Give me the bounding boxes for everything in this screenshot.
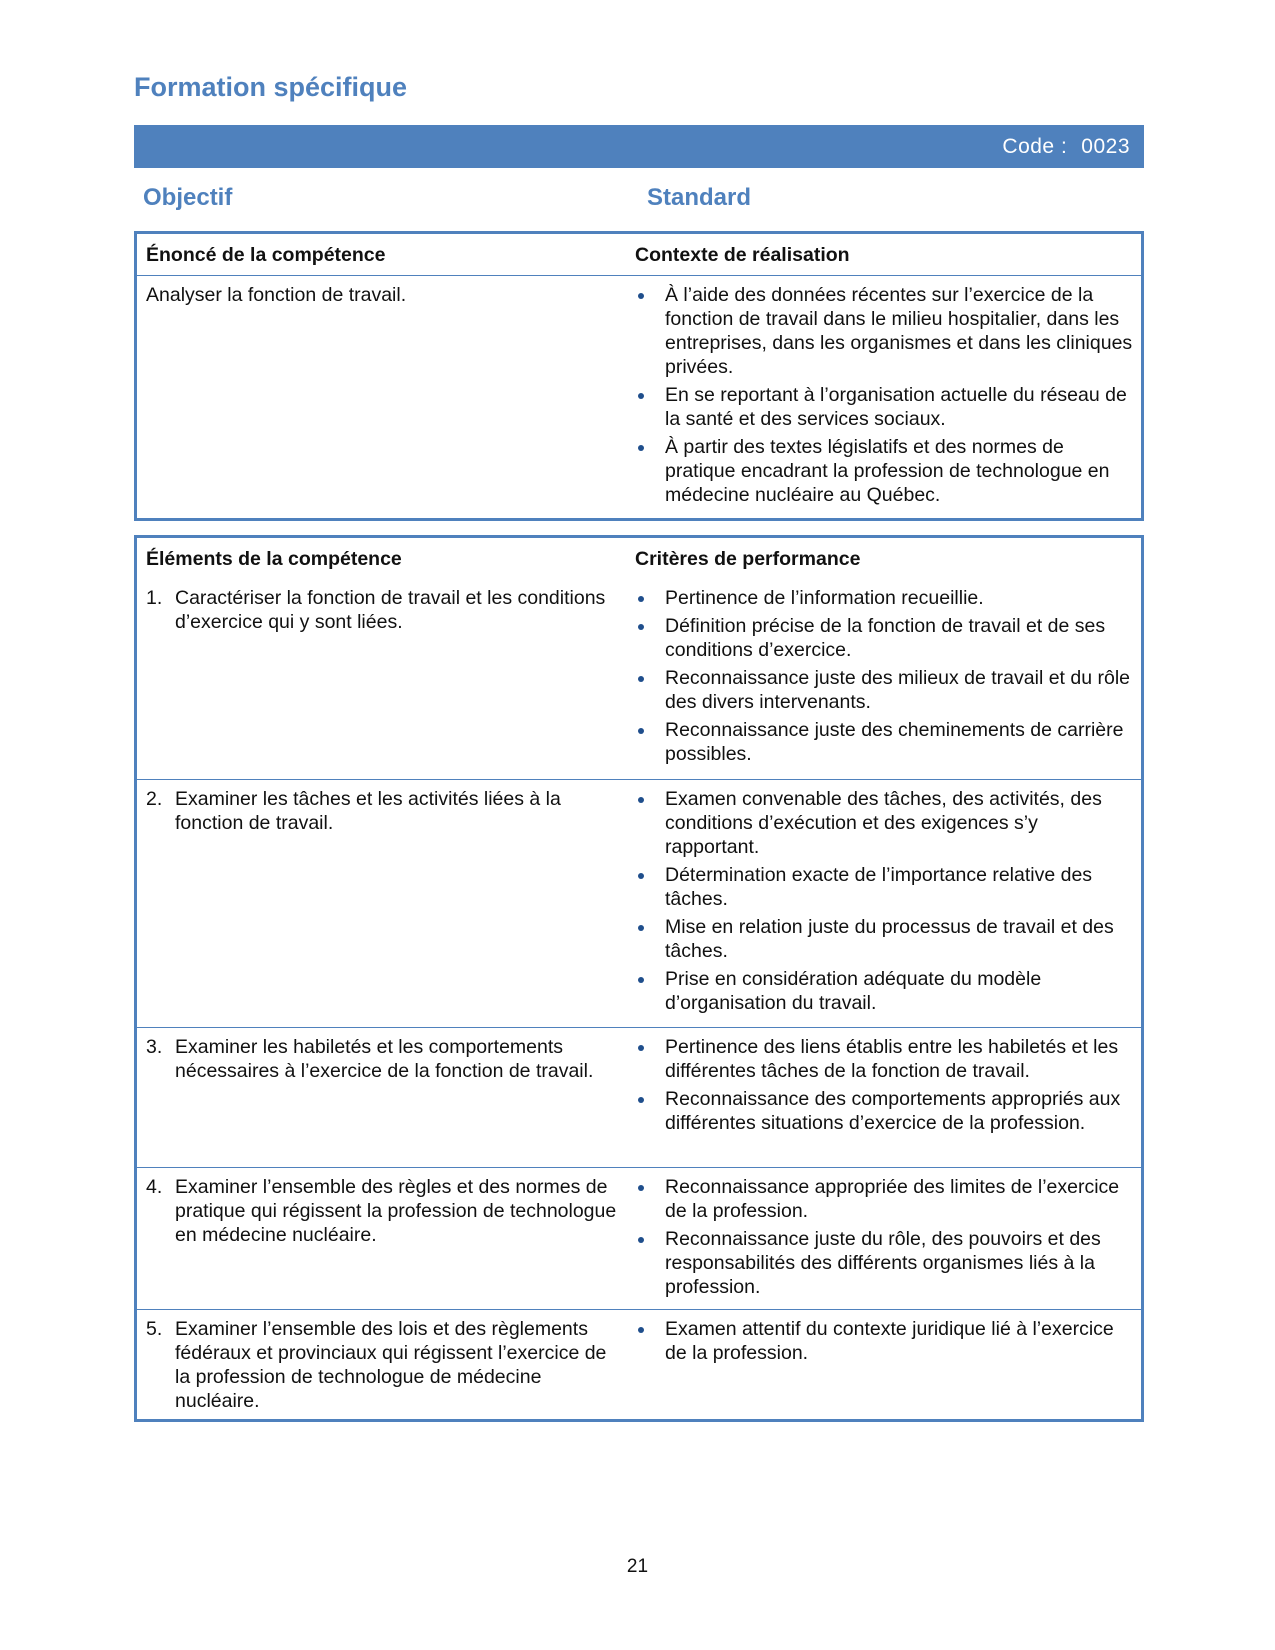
contexte-item: À partir des textes législatifs et des normes de pratique encadrant la profession de technologue en médecine nucléaire au Québec.	[635, 435, 1133, 507]
contexte-list	[635, 283, 1133, 507]
criteres-list	[635, 586, 1133, 766]
critere-item: Reconnaissance appropriée des limites de l’exercice de la profession.	[635, 1175, 1133, 1223]
critere-item: Reconnaissance juste des cheminements de carrière possibles.	[635, 718, 1133, 766]
element-number: 2.	[146, 787, 163, 810]
critere-item: Examen convenable des tâches, des activités, des conditions d’exécution et des exigences s’y rapportant.	[635, 787, 1133, 859]
criteres-list	[635, 787, 1133, 1015]
table-row	[136, 579, 1143, 779]
critere-item: Reconnaissance des comportements appropriés aux différentes situations d’exercice de la profession.	[635, 1087, 1133, 1135]
critere-item: Définition précise de la fonction de travail et de ses conditions d’exercice.	[635, 614, 1133, 662]
critere-item: Mise en relation juste du processus de travail et des tâches.	[635, 915, 1133, 963]
code-label: Code :	[1002, 134, 1068, 158]
table-row	[136, 1309, 1143, 1420]
objectif-heading: Objectif	[143, 184, 233, 211]
criteres-header: Critères de performance	[635, 548, 861, 570]
enonce-text: Analyser la fonction de travail.	[136, 276, 626, 520]
table-row	[136, 1027, 1143, 1167]
criteres-list	[635, 1317, 1133, 1365]
page-number: 21	[626, 1556, 649, 1577]
contexte-item: À l’aide des données récentes sur l’exercice de la fonction de travail dans le milieu hospitalier, dans les entreprises, dans les organismes et dans les cliniques privées.	[635, 283, 1133, 379]
element-text: Caractériser la fonction de travail et les conditions d’exercice qui y sont liées.	[175, 587, 606, 633]
element-item	[146, 787, 617, 835]
critere-item: Examen attentif du contexte juridique lié à l’exercice de la profession.	[635, 1317, 1133, 1365]
element-item	[146, 1175, 617, 1247]
enonce-header: Énoncé de la compétence	[146, 244, 386, 266]
element-text: Examiner les habiletés et les comportements nécessaires à l’exercice de la fonction de travail.	[175, 1035, 594, 1082]
contexte-header: Contexte de réalisation	[635, 244, 850, 266]
code-value: 0023	[1081, 134, 1130, 158]
critere-item: Reconnaissance juste du rôle, des pouvoirs et des responsabilités des différents organismes liés à la profession.	[635, 1227, 1133, 1299]
standard-heading: Standard	[647, 184, 752, 211]
element-item	[146, 1035, 617, 1083]
code-bar	[134, 125, 1144, 168]
criteres-list	[635, 1175, 1133, 1299]
critere-item: Reconnaissance juste des milieux de travail et du rôle des divers intervenants.	[635, 666, 1133, 714]
competence-table	[134, 231, 1144, 521]
critere-item: Pertinence des liens établis entre les habiletés et les différentes tâches de la fonction de travail.	[635, 1035, 1133, 1083]
critere-item: Pertinence de l’information recueillie.	[635, 586, 1133, 610]
element-text: Examiner l’ensemble des lois et des règlements fédéraux et provinciaux qui régissent l’exercice de la profession de technologue de médecine nucléaire.	[175, 1317, 607, 1412]
criteres-list	[635, 1035, 1133, 1135]
elements-header: Éléments de la compétence	[146, 548, 402, 570]
element-number: 4.	[146, 1175, 163, 1198]
page-title: Formation spécifique	[134, 72, 408, 102]
element-item	[146, 1317, 617, 1413]
contexte-item: En se reportant à l’organisation actuelle du réseau de la santé et des services sociaux.	[635, 383, 1133, 431]
element-item	[146, 586, 617, 634]
element-number: 3.	[146, 1035, 163, 1058]
element-text: Examiner l’ensemble des règles et des normes de pratique qui régissent la profession de technologue en médecine nucléaire.	[175, 1175, 617, 1246]
element-number: 5.	[146, 1317, 163, 1340]
critere-item: Détermination exacte de l’importance relative des tâches.	[635, 863, 1133, 911]
element-number: 1.	[146, 587, 163, 609]
elements-table	[134, 535, 1144, 1422]
critere-item: Prise en considération adéquate du modèle d’organisation du travail.	[635, 967, 1133, 1015]
element-text: Examiner les tâches et les activités liées à la fonction de travail.	[175, 787, 561, 834]
table-row	[136, 1167, 1143, 1309]
table-row	[136, 779, 1143, 1027]
